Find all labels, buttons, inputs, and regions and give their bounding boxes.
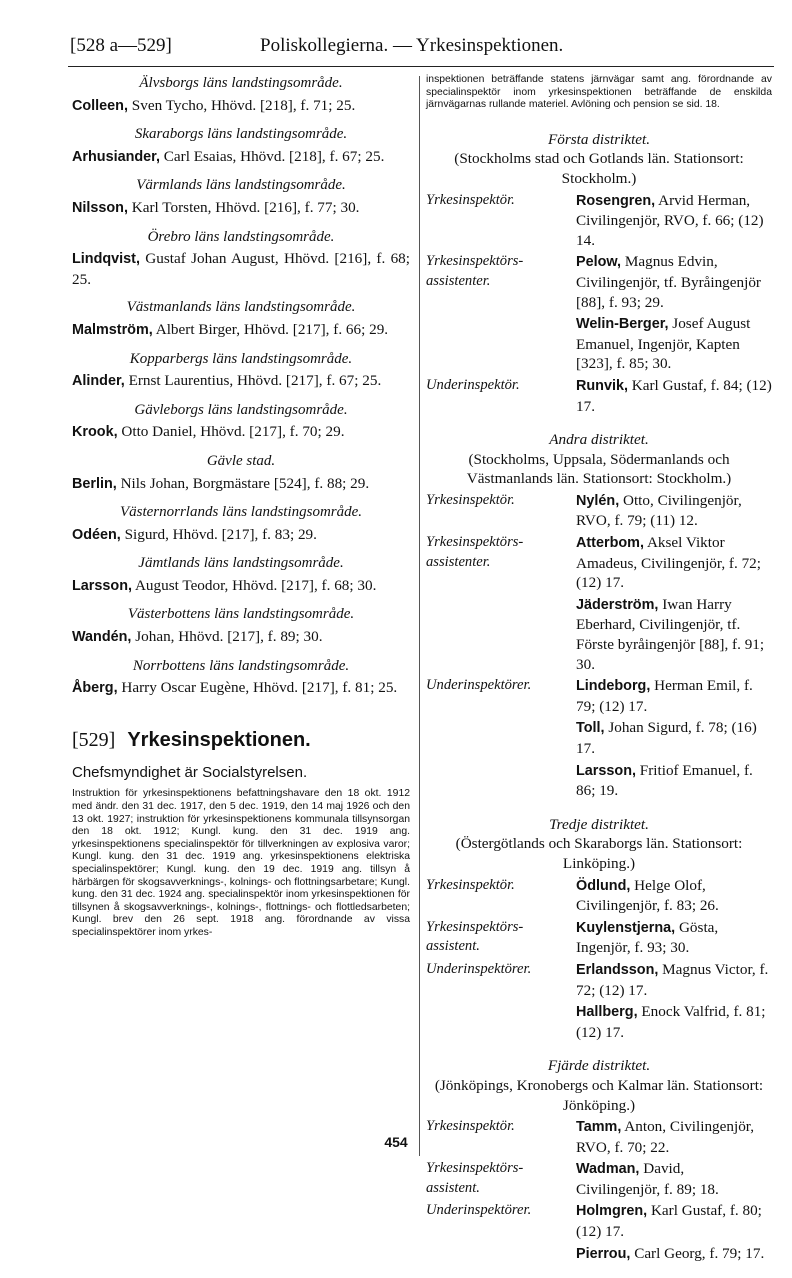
person-name: Alinder, <box>72 373 125 390</box>
person-details: Karl Torsten, Hhövd. [216], f. 77; 30. <box>131 198 360 216</box>
staff-entry <box>576 1159 772 1199</box>
section-heading: Yrkesinspektionen. <box>127 728 311 751</box>
header-title: Poliskollegierna. — Yrkesinspektionen. <box>260 35 564 56</box>
staff-row <box>426 1159 772 1199</box>
region-heading: Jämtlands läns landstingsområde. <box>138 555 344 572</box>
staff-row <box>426 376 772 416</box>
staff-details: Carl Georg, f. 79; 17. <box>634 1244 765 1262</box>
staff-name: Pierrou, <box>576 1245 631 1262</box>
district-info: (Stockholms stad och Gotlands län. Stationsort: Stockholm.) <box>454 150 744 187</box>
region-heading: Västernorrlands läns landstingsområde. <box>119 504 363 521</box>
district-block <box>426 430 772 801</box>
staff-role <box>426 1244 576 1265</box>
chief-authority: Chefsmyndighet är Socialstyrelsen. <box>72 763 308 781</box>
staff-details: Magnus Victor, f. 72; (12) 17. <box>576 960 769 999</box>
staff-row <box>426 1244 772 1265</box>
staff-entry <box>576 595 772 674</box>
staff-entry <box>576 1002 772 1042</box>
staff-details: Enock Valfrid, f. 81; (12) 17. <box>576 1003 766 1041</box>
staff-row <box>426 191 772 251</box>
person-entry <box>72 320 410 341</box>
person-name: Colleen, <box>72 97 128 114</box>
person-details: Sigurd, Hhövd. [217], f. 83; 29. <box>124 525 317 543</box>
staff-entry <box>576 491 772 531</box>
district-name: Andra distriktet. <box>549 431 649 449</box>
staff-row <box>426 595 772 674</box>
staff-name: Jäderström, <box>576 596 659 613</box>
staff-name: Pelow, <box>576 254 622 271</box>
district-name: Fjärde distriktet. <box>547 1057 651 1075</box>
staff-role <box>426 1002 576 1042</box>
person-name: Arhusiander, <box>72 148 160 165</box>
staff-entry <box>576 876 772 916</box>
region-heading: Västerbottens läns landstingsområde. <box>127 606 355 623</box>
staff-entry <box>576 918 772 958</box>
staff-row <box>426 761 772 801</box>
staff-details: Anton, Civilingenjör, RVO, f. 70; 22. <box>576 1118 755 1156</box>
staff-name: Runvik, <box>576 377 628 394</box>
page-number: 454 <box>384 1134 408 1150</box>
district-block <box>426 815 772 1043</box>
person-entry <box>72 96 410 117</box>
district-block <box>426 130 772 416</box>
right-column <box>426 74 772 1278</box>
district-info: (Stockholms, Uppsala, Södermanlands och Västmanlands län. Stationsort: Stockholm.) <box>466 450 732 488</box>
header-page-ref: [528 a—529] <box>70 35 172 56</box>
staff-name: Atterbom, <box>576 535 644 552</box>
staff-role: Yrkesinspektör. <box>426 876 515 893</box>
staff-entry <box>576 718 772 758</box>
person-details: Johan, Hhövd. [217], f. 89; 30. <box>135 628 323 646</box>
header-rule <box>68 66 774 67</box>
staff-role: Yrkesinspektörs-assistenter. <box>426 534 524 570</box>
staff-role: Yrkesinspektörs-assistenter. <box>426 253 524 289</box>
staff-name: Nylén, <box>576 492 620 509</box>
person-name: Wandén, <box>72 629 132 646</box>
staff-name: Hallberg, <box>576 1004 638 1021</box>
staff-entry <box>576 676 772 716</box>
person-entry <box>72 371 410 392</box>
staff-entry <box>576 1244 772 1265</box>
region-heading: Norrbottens läns landstingsområde. <box>132 657 350 674</box>
staff-name: Rosengren, <box>576 192 656 209</box>
region-heading: Värmlands läns landstingsområde. <box>136 177 346 194</box>
staff-role <box>426 761 576 801</box>
staff-role <box>426 595 576 674</box>
staff-details: Johan Sigurd, f. 78; (16) 17. <box>576 719 757 757</box>
region-heading: Kopparbergs läns landstingsområde. <box>129 350 353 367</box>
person-name: Krook, <box>72 424 118 441</box>
region-heading: Västmanlands läns landstingsområde. <box>126 299 356 316</box>
left-column <box>72 74 410 940</box>
district-name: Tredje distriktet. <box>549 815 649 833</box>
region-heading: Gävle stad. <box>206 452 276 469</box>
person-entry <box>72 576 410 597</box>
staff-row <box>426 252 772 312</box>
region-heading: Skaraborgs läns landstingsområde. <box>134 126 348 143</box>
person-entry <box>72 678 410 699</box>
staff-name: Ödlund, <box>576 877 631 894</box>
region-heading: Älvsborgs läns landstingsområde. <box>139 75 343 91</box>
staff-role: Yrkesinspektörs-assistent. <box>426 918 524 955</box>
staff-name: Welin-Berger, <box>576 316 669 333</box>
staff-role: Yrkesinspektör. <box>426 191 515 208</box>
staff-entry <box>576 1201 772 1241</box>
staff-row <box>426 718 772 758</box>
instructions-text: Instruktion för yrkesinspektionens befattningshavare den 18 okt. 1912 med ändr. den 31 dec. 1917, den 5 dec. 1919, den 14 maj 1926 och den 13 okt. 1927; instruktion för yrkesinspektionens kommunala tillsynsorgan den 18 okt. 1912; Kungl. kung. den 31 dec. 1919 ang. yrkesinspektionens specialinspektör för tillverkningen av explosiva varor; Kungl. kung. den 31 dec. 1919 ang. yrkesinspektionens elektriska specialinspektörer; Kungl. kung. den 19 dec. 1919 ang. tillsyn å härbärgen för skogsavverknings-, kolnings- och flottningsarbetare; Kungl. kung. den 31 dec. 1924 ang. specialinspektör inom yrkesinspektionen för tillsynen å skogsavverknings-, kolnings-, flottnings- och flottledsarbeten; Kungl. brev den 26 sept. 1918 ang. förordnande av vissa specialinspektörer inom yrkes- <box>72 788 410 938</box>
staff-name: Tamm, <box>576 1119 622 1136</box>
district-name: Första distriktet. <box>547 130 651 148</box>
staff-details: Aksel Viktor Amadeus, Civilingenjör, f. 72; (12) 17. <box>576 534 761 592</box>
staff-role <box>426 718 576 758</box>
staff-entry <box>576 252 772 312</box>
staff-details: Karl Gustaf, f. 80; (12) 17. <box>576 1202 762 1241</box>
person-details: Carl Esaias, Hhövd. [218], f. 67; 25. <box>163 147 385 165</box>
staff-details: Herman Emil, f. 79; (12) 17. <box>576 677 753 715</box>
staff-row <box>426 960 772 1000</box>
staff-details: Gösta, Ingenjör, f. 93; 30. <box>576 918 719 957</box>
staff-details: Magnus Edvin, Civilingenjör, tf. Byråingenjör [88], f. 93; 29. <box>576 253 761 311</box>
staff-row <box>426 1002 772 1042</box>
district-info: (Östergötlands och Skaraborgs län. Stationsort: Linköping.) <box>455 835 743 872</box>
person-name: Odéen, <box>72 526 121 543</box>
staff-details: Fritiof Emanuel, f. 86; 19. <box>576 761 753 800</box>
staff-role <box>426 314 576 374</box>
person-entry <box>72 627 410 648</box>
person-details: Harry Oscar Eugène, Hhövd. [217], f. 81; 25. <box>121 679 398 697</box>
staff-name: Kuylenstjerna, <box>576 919 676 936</box>
person-name: Lindqvist, <box>72 251 140 268</box>
staff-details: Karl Gustaf, f. 84; (12) 17. <box>576 376 772 415</box>
staff-row <box>426 491 772 531</box>
staff-details: Helge Olof, Civilingenjör, f. 83; 26. <box>576 876 719 915</box>
district-info: (Jönköpings, Kronobergs och Kalmar län. Stationsort: Jönköping.) <box>434 1076 764 1114</box>
staff-name: Wadman, <box>576 1161 640 1178</box>
staff-name: Larsson, <box>576 762 636 779</box>
staff-row <box>426 1201 772 1241</box>
staff-role: Underinspektörer. <box>426 1202 532 1219</box>
staff-entry <box>576 761 772 801</box>
staff-name: Erlandsson, <box>576 961 659 978</box>
person-details: Sven Tycho, Hhövd. [218], f. 71; 25. <box>131 96 356 114</box>
staff-details: Iwan Harry Eberhard, Civilingenjör, tf. Förste byråingenjör [88], f. 91; 30. <box>576 595 765 673</box>
staff-name: Holmgren, <box>576 1203 648 1220</box>
staff-name: Toll, <box>576 720 605 737</box>
staff-row <box>426 533 772 593</box>
column-divider <box>419 76 420 1156</box>
person-name: Nilsson, <box>72 199 128 216</box>
staff-details: Otto, Civilingenjör, RVO, f. 79; (11) 12. <box>576 491 742 530</box>
staff-entry <box>576 314 772 374</box>
staff-details: David, Civilingenjör, f. 89; 18. <box>576 1160 719 1198</box>
staff-details: Arvid Herman, Civilingenjör, RVO, f. 66; (12) 14. <box>576 191 764 249</box>
staff-entry <box>576 191 772 251</box>
person-details: Ernst Laurentius, Hhövd. [217], f. 67; 25. <box>128 372 382 390</box>
person-entry <box>72 249 410 289</box>
person-entry <box>72 525 410 546</box>
staff-role: Yrkesinspektör. <box>426 491 515 508</box>
person-details: Otto Daniel, Hhövd. [217], f. 70; 29. <box>121 423 345 441</box>
staff-role: Underinspektör. <box>426 376 520 393</box>
person-name: Malmström, <box>72 321 153 338</box>
section-title <box>72 727 410 753</box>
region-heading: Örebro läns landstingsområde. <box>147 228 335 245</box>
person-entry <box>72 474 410 495</box>
staff-entry <box>576 533 772 593</box>
region-heading: Gävleborgs läns landstingsområde. <box>134 401 348 418</box>
person-entry <box>72 422 410 443</box>
staff-role: Underinspektörer. <box>426 677 532 694</box>
person-name: Berlin, <box>72 475 117 492</box>
staff-name: Lindeborg, <box>576 678 651 695</box>
staff-row <box>426 676 772 716</box>
person-details: Gustaf Johan August, Hhövd. [216], f. 68; 25. <box>72 250 410 288</box>
intro-text: inspektionen beträffande statens järnvägar samt ang. förordnande av specialinspektör inom yrkesinspektionen beträffande de enskilda järnvägarnas rullande materiel. Avlöning och pension se sid. 18. <box>426 74 772 111</box>
staff-role: Underinspektörer. <box>426 960 532 977</box>
running-header <box>70 35 770 61</box>
person-details: Albert Birger, Hhövd. [217], f. 66; 29. <box>155 320 389 338</box>
staff-entry <box>576 960 772 1000</box>
staff-role: Yrkesinspektörs-assistent. <box>426 1160 524 1196</box>
person-details: August Teodor, Hhövd. [217], f. 68; 30. <box>134 576 377 594</box>
staff-row <box>426 918 772 958</box>
person-entry <box>72 147 410 168</box>
district-block <box>426 1056 772 1264</box>
person-name: Larsson, <box>72 577 132 594</box>
staff-role: Yrkesinspektör. <box>426 1118 515 1135</box>
staff-entry <box>576 376 772 416</box>
staff-row <box>426 876 772 916</box>
staff-details: Josef August Emanuel, Ingenjör, Kapten [323], f. 85; 30. <box>576 315 751 373</box>
staff-row <box>426 314 772 374</box>
person-name: Åberg, <box>72 680 118 697</box>
person-details: Nils Johan, Borgmästare [524], f. 88; 29. <box>120 474 370 492</box>
section-number: [529] <box>72 728 116 751</box>
person-entry <box>72 198 410 219</box>
